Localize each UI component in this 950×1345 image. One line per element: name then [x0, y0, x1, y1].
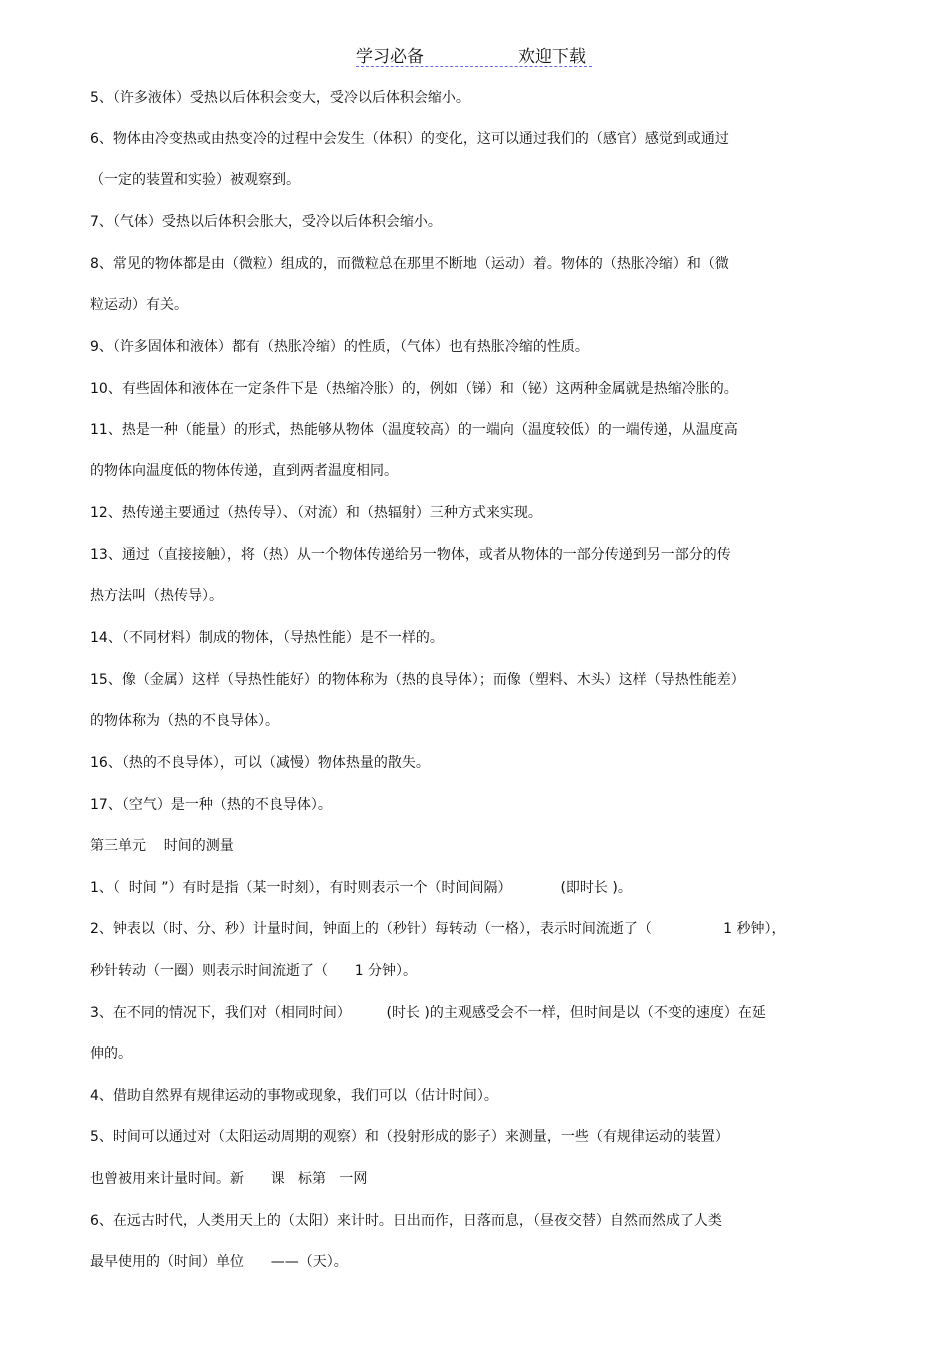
text-line: 热方法叫（热传导）。 — [90, 588, 223, 604]
text-line: 9、（许多固体和液体）都有（热胀冷缩）的性质，（气体）也有热胀冷缩的性质。 — [90, 339, 589, 355]
text-line: 2、钟表以（时、分、秒）计量时间，钟面上的（秒针）每转动（一格），表示时间流逝了（ 1 秒钟）， — [90, 921, 786, 937]
text-line: 16、（热的不良导体），可以（减慢）物体热量的散失。 — [90, 755, 430, 771]
text-line: 伸的。 — [90, 1046, 132, 1062]
text-line: 12、热传递主要通过（热传导）、（对流）和（热辐射）三种方式来实现。 — [90, 505, 542, 521]
page-header — [356, 40, 592, 67]
text-line: 7、（气体）受热以后体积会胀大，受冷以后体积会缩小。 — [90, 214, 442, 230]
text-line: 4、借助自然界有规律运动的事物或现象，我们可以（估计时间）。 — [90, 1088, 498, 1104]
text-line: 的物体称为（热的不良导体）。 — [90, 713, 279, 729]
text-line: 5、（许多液体）受热以后体积会变大，受冷以后体积会缩小。 — [90, 90, 470, 106]
text-line: 17、（空气）是一种（热的不良导体）。 — [90, 797, 332, 813]
text-line: 粒运动）有关。 — [90, 297, 188, 313]
text-line: 13、通过（直接接触），将（热）从一个物体传递给另一物体，或者从物体的一部分传递到另一部分的传 — [90, 547, 731, 563]
header-left-text: 学习必备 — [356, 47, 424, 67]
text-line: 的物体向温度低的物体传递，直到两者温度相同。 — [90, 463, 398, 479]
text-line: 3、在不同的情况下，我们对（相同时间） (时长 )的主观感受会不一样，但时间是以（不变的速度）在延 — [90, 1005, 766, 1021]
header-right-text: 欢迎下载 — [518, 47, 586, 67]
text-line: 11、热是一种（能量）的形式，热能够从物体（温度较高）的一端向（温度较低）的一端传递，从温度高 — [90, 422, 738, 438]
text-line: 秒针转动（一圈）则表示时间流逝了（ 1 分钟）。 — [90, 963, 418, 979]
text-line: 最早使用的（时间）单位 ——（天）。 — [90, 1254, 348, 1270]
section-heading: 第三单元 时间的测量 — [90, 838, 234, 854]
text-line: 也曾被用来计量时间。新 课 标第 一网 — [90, 1171, 368, 1187]
text-line: 6、物体由冷变热或由热变冷的过程中会发生（体积）的变化，这可以通过我们的（感官）感觉到或通过 — [90, 131, 729, 147]
text-line: 1、（ 时间 ”）有时是指（某一时刻），有时则表示一个（时间间隔） (即时长 )。 — [90, 880, 632, 896]
text-line: 10、有些固体和液体在一定条件下是（热缩冷胀）的，例如（锑）和（铋）这两种金属就是热缩冷胀的。 — [90, 381, 738, 397]
text-line: （一定的装置和实验）被观察到。 — [90, 172, 300, 188]
text-line: 6、在远古时代，人类用天上的（太阳）来计时。日出而作，日落而息，（昼夜交替）自然而然成了人类 — [90, 1213, 722, 1229]
text-line: 14、（不同材料）制成的物体，（导热性能）是不一样的。 — [90, 630, 444, 646]
text-line: 8、常见的物体都是由（微粒）组成的，而微粒总在那里不断地（运动）着。物体的（热胀冷缩）和（微 — [90, 256, 729, 272]
text-line: 5、时间可以通过对（太阳运动周期的观察）和（投射形成的影子）来测量，一些（有规律运动的装置） — [90, 1129, 729, 1145]
text-line: 15、像（金属）这样（导热性能好）的物体称为（热的良导体）；而像（塑料、木头）这样（导热性能差） — [90, 672, 745, 688]
